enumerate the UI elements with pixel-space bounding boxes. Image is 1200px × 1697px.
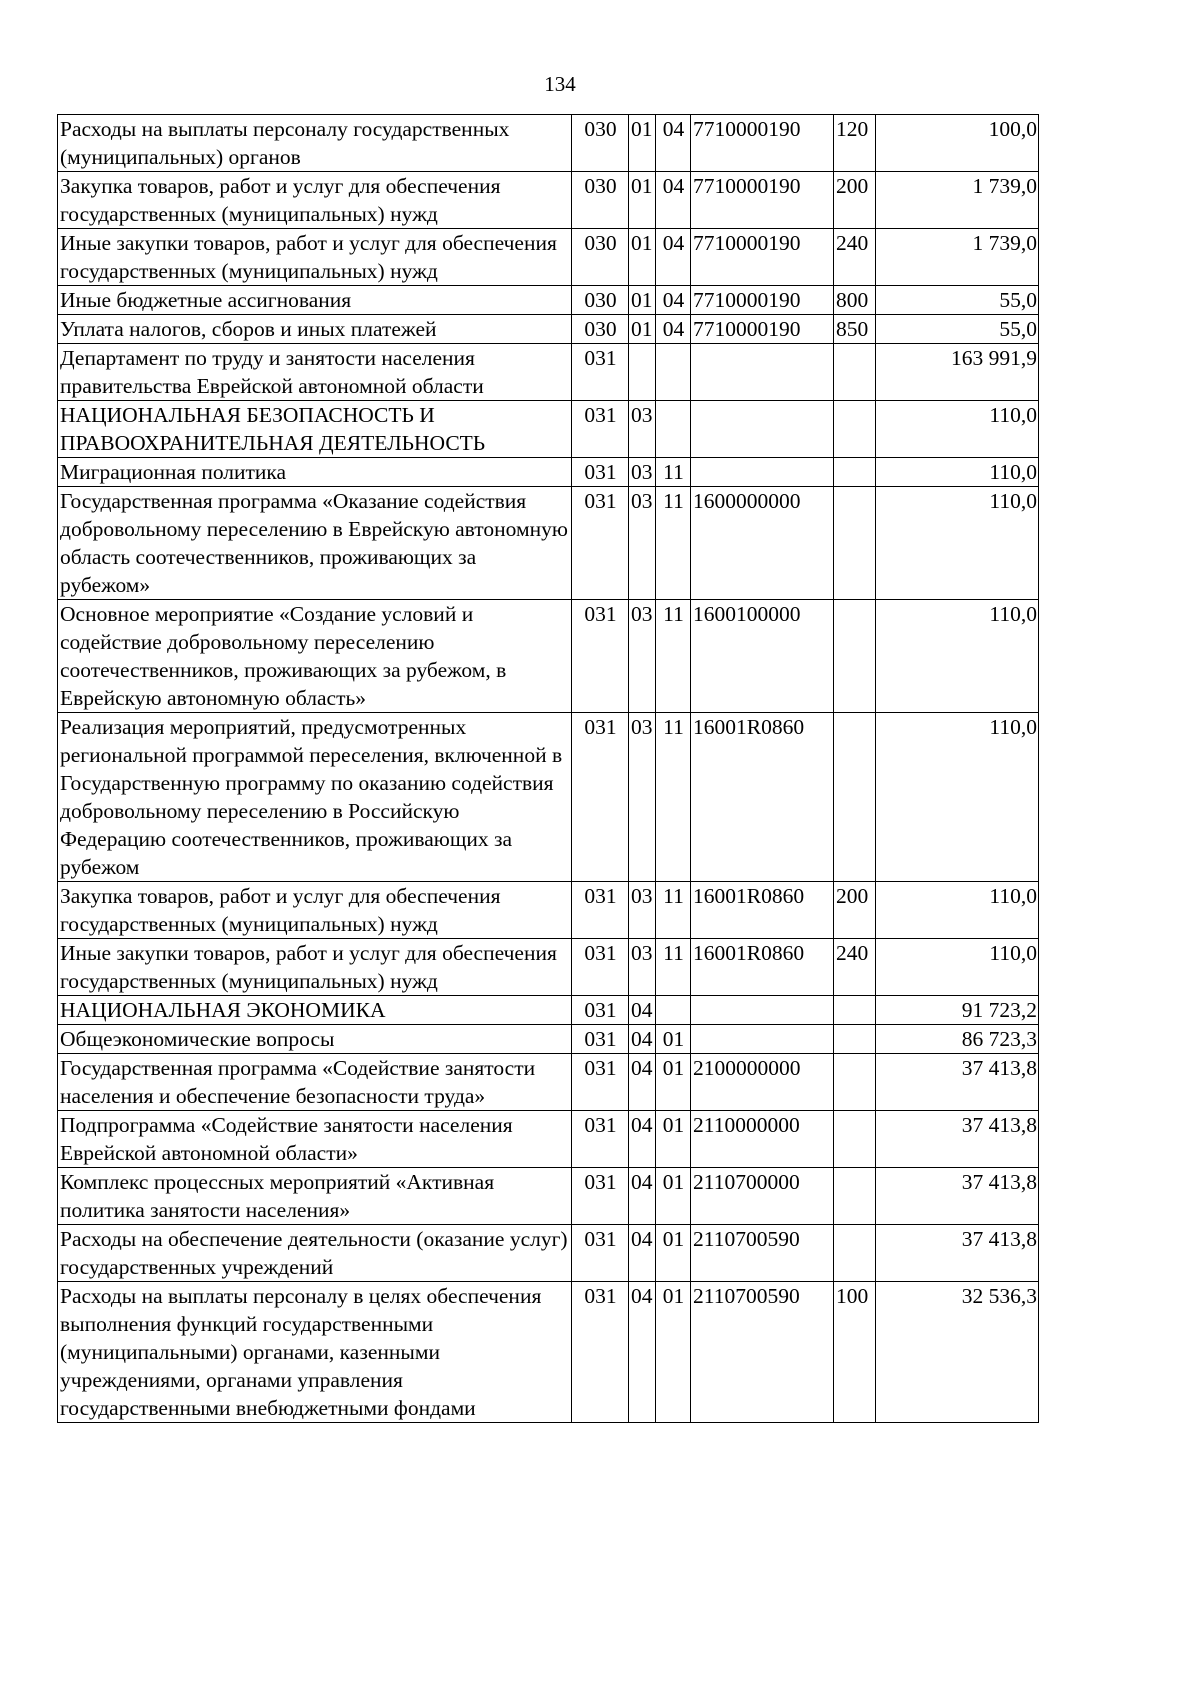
- cell-name: Иные закупки товаров, работ и услуг для обеспечения государственных (муниципальных) нужд: [58, 229, 572, 286]
- cell-subsection-code: 11: [656, 939, 691, 996]
- cell-section-code: 03: [629, 939, 656, 996]
- cell-amount: 1 739,0: [876, 229, 1039, 286]
- cell-department-code: 031: [572, 1282, 629, 1423]
- cell-expense-type: [834, 1168, 876, 1225]
- cell-name: Иные бюджетные ассигнования: [58, 286, 572, 315]
- cell-target-article: 2110700590: [691, 1282, 834, 1423]
- cell-section-code: 04: [629, 996, 656, 1025]
- page-number: 134: [544, 72, 576, 96]
- cell-expense-type: 120: [834, 115, 876, 172]
- cell-expense-type: [834, 487, 876, 600]
- cell-section-code: 01: [629, 229, 656, 286]
- cell-subsection-code: 01: [656, 1025, 691, 1054]
- cell-section-code: 04: [629, 1168, 656, 1225]
- cell-name: Закупка товаров, работ и услуг для обеспечения государственных (муниципальных) нужд: [58, 882, 572, 939]
- cell-target-article: 16001R0860: [691, 713, 834, 882]
- table-row: [58, 401, 1039, 458]
- cell-section-code: 03: [629, 401, 656, 458]
- table-row: [58, 1225, 1039, 1282]
- table-row: [58, 458, 1039, 487]
- cell-subsection-code: 04: [656, 229, 691, 286]
- table-row: [58, 1168, 1039, 1225]
- cell-target-article: 16001R0860: [691, 939, 834, 996]
- table-row: [58, 1054, 1039, 1111]
- cell-section-code: 03: [629, 882, 656, 939]
- cell-subsection-code: 01: [656, 1168, 691, 1225]
- cell-name: НАЦИОНАЛЬНАЯ БЕЗОПАСНОСТЬ И ПРАВООХРАНИТЕЛЬНАЯ ДЕЯТЕЛЬНОСТЬ: [58, 401, 572, 458]
- cell-target-article: 1600100000: [691, 600, 834, 713]
- cell-department-code: 031: [572, 344, 629, 401]
- cell-expense-type: [834, 600, 876, 713]
- cell-department-code: 031: [572, 1025, 629, 1054]
- cell-expense-type: 800: [834, 286, 876, 315]
- cell-subsection-code: 11: [656, 713, 691, 882]
- cell-amount: 55,0: [876, 286, 1039, 315]
- cell-department-code: 031: [572, 401, 629, 458]
- cell-expense-type: [834, 1111, 876, 1168]
- cell-department-code: 031: [572, 1111, 629, 1168]
- cell-subsection-code: 11: [656, 882, 691, 939]
- cell-section-code: 03: [629, 458, 656, 487]
- cell-amount: 91 723,2: [876, 996, 1039, 1025]
- cell-target-article: 1600000000: [691, 487, 834, 600]
- cell-name: Департамент по труду и занятости населения правительства Еврейской автономной области: [58, 344, 572, 401]
- cell-expense-type: [834, 1054, 876, 1111]
- cell-section-code: 01: [629, 315, 656, 344]
- table-row: [58, 286, 1039, 315]
- cell-department-code: 031: [572, 1168, 629, 1225]
- cell-amount: 110,0: [876, 600, 1039, 713]
- cell-target-article: 2100000000: [691, 1054, 834, 1111]
- cell-expense-type: [834, 458, 876, 487]
- cell-target-article: 7710000190: [691, 229, 834, 286]
- cell-amount: 110,0: [876, 939, 1039, 996]
- cell-name: Расходы на выплаты персоналу государственных (муниципальных) органов: [58, 115, 572, 172]
- cell-department-code: 031: [572, 996, 629, 1025]
- cell-amount: 110,0: [876, 713, 1039, 882]
- cell-expense-type: [834, 344, 876, 401]
- cell-section-code: [629, 344, 656, 401]
- cell-amount: 37 413,8: [876, 1054, 1039, 1111]
- cell-name: Комплекс процессных мероприятий «Активная политика занятости населения»: [58, 1168, 572, 1225]
- cell-name: Государственная программа «Оказание содействия добровольному переселению в Еврейскую автономную область соотечественников, проживающих за рубежом»: [58, 487, 572, 600]
- table-row: [58, 996, 1039, 1025]
- cell-target-article: [691, 996, 834, 1025]
- cell-amount: 32 536,3: [876, 1282, 1039, 1423]
- cell-subsection-code: 01: [656, 1282, 691, 1423]
- cell-name: Закупка товаров, работ и услуг для обеспечения государственных (муниципальных) нужд: [58, 172, 572, 229]
- table-row: [58, 939, 1039, 996]
- cell-department-code: 031: [572, 939, 629, 996]
- cell-subsection-code: 04: [656, 172, 691, 229]
- table-row: [58, 344, 1039, 401]
- cell-target-article: [691, 344, 834, 401]
- cell-target-article: 2110700000: [691, 1168, 834, 1225]
- cell-target-article: 7710000190: [691, 315, 834, 344]
- cell-target-article: 16001R0860: [691, 882, 834, 939]
- cell-name: Иные закупки товаров, работ и услуг для обеспечения государственных (муниципальных) нужд: [58, 939, 572, 996]
- cell-amount: 86 723,3: [876, 1025, 1039, 1054]
- cell-subsection-code: [656, 401, 691, 458]
- cell-subsection-code: [656, 344, 691, 401]
- cell-name: Уплата налогов, сборов и иных платежей: [58, 315, 572, 344]
- cell-subsection-code: 11: [656, 458, 691, 487]
- cell-amount: 110,0: [876, 458, 1039, 487]
- cell-section-code: 04: [629, 1054, 656, 1111]
- cell-amount: 110,0: [876, 487, 1039, 600]
- table-row: [58, 487, 1039, 600]
- cell-subsection-code: 04: [656, 286, 691, 315]
- cell-target-article: 2110000000: [691, 1111, 834, 1168]
- table-row: [58, 1025, 1039, 1054]
- cell-name: Реализация мероприятий, предусмотренных региональной программой переселения, включенной в Государственную программу по оказанию содействия добровольному переселению в Российскую Федерацию соотечественников, проживающих за рубежом: [58, 713, 572, 882]
- cell-expense-type: [834, 713, 876, 882]
- cell-amount: 163 991,9: [876, 344, 1039, 401]
- cell-amount: 1 739,0: [876, 172, 1039, 229]
- cell-department-code: 030: [572, 229, 629, 286]
- cell-subsection-code: 11: [656, 487, 691, 600]
- cell-section-code: 01: [629, 172, 656, 229]
- cell-department-code: 030: [572, 286, 629, 315]
- table-row: [58, 172, 1039, 229]
- cell-expense-type: 240: [834, 229, 876, 286]
- cell-expense-type: 850: [834, 315, 876, 344]
- cell-section-code: 04: [629, 1025, 656, 1054]
- cell-section-code: 03: [629, 713, 656, 882]
- cell-subsection-code: 11: [656, 600, 691, 713]
- cell-name: Расходы на выплаты персоналу в целях обеспечения выполнения функций государственными (муниципальными) органами, казенными учреждениями, органами управления государственными внебюджетными фондами: [58, 1282, 572, 1423]
- cell-target-article: [691, 401, 834, 458]
- cell-name: Миграционная политика: [58, 458, 572, 487]
- cell-expense-type: [834, 996, 876, 1025]
- cell-expense-type: 200: [834, 882, 876, 939]
- cell-expense-type: 100: [834, 1282, 876, 1423]
- table-row: [58, 1282, 1039, 1423]
- cell-subsection-code: 04: [656, 115, 691, 172]
- cell-department-code: 030: [572, 115, 629, 172]
- cell-name: Расходы на обеспечение деятельности (оказание услуг) государственных учреждений: [58, 1225, 572, 1282]
- cell-department-code: 031: [572, 458, 629, 487]
- cell-department-code: 030: [572, 172, 629, 229]
- cell-section-code: 03: [629, 600, 656, 713]
- cell-expense-type: 200: [834, 172, 876, 229]
- table-row: [58, 115, 1039, 172]
- cell-department-code: 031: [572, 600, 629, 713]
- cell-department-code: 031: [572, 1054, 629, 1111]
- table-row: [58, 882, 1039, 939]
- cell-amount: 110,0: [876, 401, 1039, 458]
- cell-target-article: [691, 1025, 834, 1054]
- cell-subsection-code: 01: [656, 1111, 691, 1168]
- cell-department-code: 031: [572, 1225, 629, 1282]
- cell-target-article: 7710000190: [691, 172, 834, 229]
- cell-subsection-code: 01: [656, 1054, 691, 1111]
- cell-target-article: [691, 458, 834, 487]
- cell-amount: 110,0: [876, 882, 1039, 939]
- cell-amount: 37 413,8: [876, 1168, 1039, 1225]
- cell-department-code: 031: [572, 882, 629, 939]
- cell-subsection-code: [656, 996, 691, 1025]
- cell-expense-type: [834, 1225, 876, 1282]
- cell-name: Общеэкономические вопросы: [58, 1025, 572, 1054]
- cell-expense-type: [834, 401, 876, 458]
- table-row: [58, 600, 1039, 713]
- cell-target-article: 7710000190: [691, 286, 834, 315]
- cell-section-code: 01: [629, 286, 656, 315]
- cell-subsection-code: 01: [656, 1225, 691, 1282]
- cell-name: Государственная программа «Содействие занятости населения и обеспечение безопасности труда»: [58, 1054, 572, 1111]
- cell-name: Основное мероприятие «Создание условий и содействие добровольному переселению соотечественников, проживающих за рубежом, в Еврейскую автономную область»: [58, 600, 572, 713]
- cell-amount: 37 413,8: [876, 1111, 1039, 1168]
- cell-amount: 55,0: [876, 315, 1039, 344]
- table-row: [58, 1111, 1039, 1168]
- cell-amount: 37 413,8: [876, 1225, 1039, 1282]
- cell-section-code: 01: [629, 115, 656, 172]
- cell-name: НАЦИОНАЛЬНАЯ ЭКОНОМИКА: [58, 996, 572, 1025]
- table-row: [58, 315, 1039, 344]
- budget-table-body: [58, 115, 1039, 1423]
- cell-expense-type: [834, 1025, 876, 1054]
- cell-section-code: 04: [629, 1225, 656, 1282]
- cell-target-article: 7710000190: [691, 115, 834, 172]
- budget-table: [57, 114, 1039, 1423]
- cell-section-code: 04: [629, 1111, 656, 1168]
- cell-department-code: 031: [572, 487, 629, 600]
- cell-section-code: 03: [629, 487, 656, 600]
- cell-department-code: 031: [572, 713, 629, 882]
- cell-department-code: 030: [572, 315, 629, 344]
- cell-subsection-code: 04: [656, 315, 691, 344]
- cell-expense-type: 240: [834, 939, 876, 996]
- cell-amount: 100,0: [876, 115, 1039, 172]
- cell-section-code: 04: [629, 1282, 656, 1423]
- table-row: [58, 229, 1039, 286]
- cell-name: Подпрограмма «Содействие занятости населения Еврейской автономной области»: [58, 1111, 572, 1168]
- cell-target-article: 2110700590: [691, 1225, 834, 1282]
- table-row: [58, 713, 1039, 882]
